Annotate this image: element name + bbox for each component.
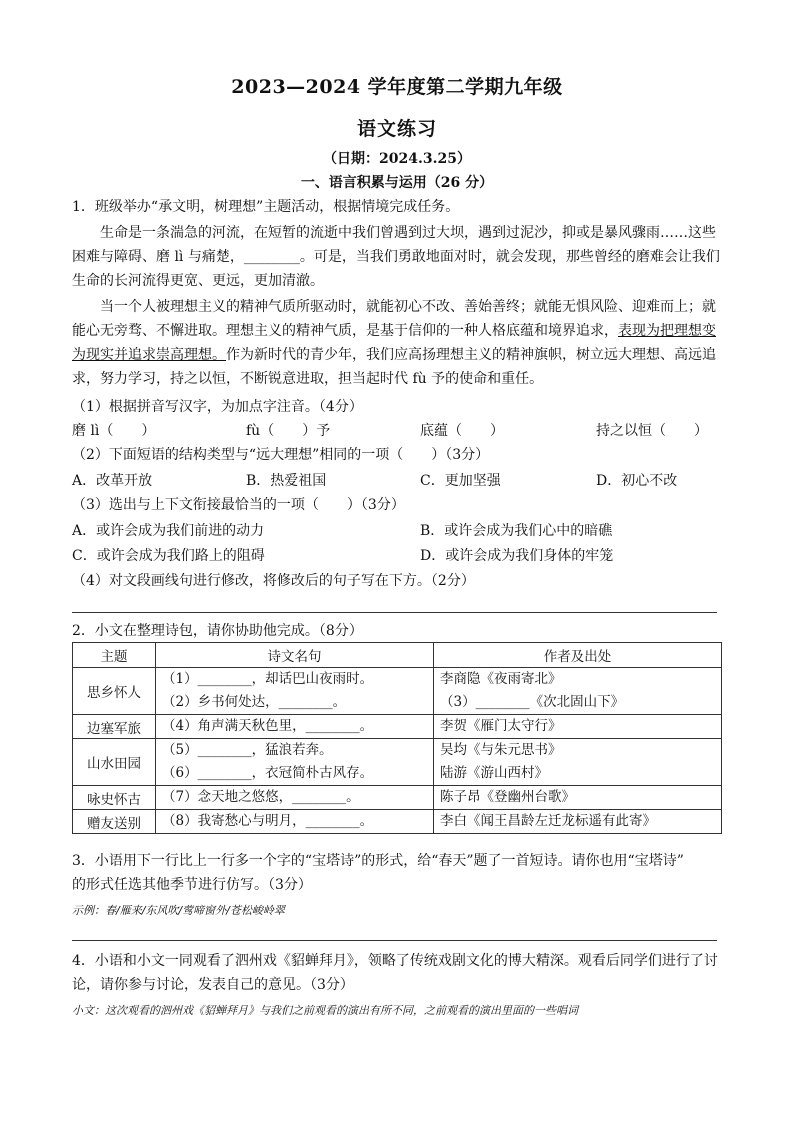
poem-source: 陆游《游山西村》 (440, 765, 548, 781)
q1-sub1-item[interactable]: fù（ ）予 (246, 423, 331, 439)
q3-prompt-line1: 3．小语用下一行比上一行多一个字的“宝塔诗”的形式，给“春天”题了一首短诗。请你也用“宝塔诗” (72, 853, 684, 869)
row-lines (156, 810, 434, 834)
q1-para2-line2-text: 能心无旁骛、不懈进取。理想主义的精神气质，是基于信仰的一种人格底蕴和境界追求， (72, 323, 618, 339)
q1-sub3-option[interactable]: B．或许会成为我们心中的暗礁 (420, 523, 613, 539)
poem-table (72, 642, 722, 834)
table-row (73, 786, 722, 810)
poem-line[interactable]: （1）________，却话巴山夜雨时。 (162, 671, 374, 687)
poem-source: 李商隐《夜雨寄北》 (440, 671, 562, 687)
poem-line[interactable]: （8）我寄愁心与明月，________。 (162, 813, 374, 829)
q1-sub2-option[interactable]: B．热爱祖国 (246, 473, 327, 489)
table-row (73, 715, 722, 739)
row-theme: 赠友送别 (73, 810, 156, 834)
exam-title: 2023—2024 学年度第二学期九年级 (231, 76, 563, 98)
answer-line[interactable] (72, 612, 717, 613)
q1-para2-line2 (72, 320, 716, 342)
q1-sub2-option[interactable]: D．初心不改 (596, 473, 678, 489)
q1-prompt: 1．班级举办“承文明，树理想”主题活动，根据情境完成任务。 (72, 199, 460, 215)
q1-para2-line4: 求，努力学习，持之以恒，不断锐意进取，担当起时代 fù 予的使命和重任。 (72, 371, 544, 387)
row-sources (434, 668, 722, 715)
poem-line[interactable]: （4）角声满天秋色里，________。 (162, 718, 374, 734)
row-lines (156, 668, 434, 715)
poem-line[interactable]: （6）________，衣冠简朴古风存。 (162, 765, 374, 781)
q1-sub3: （3）选出与上下文衔接最恰当的一项（ ）（3分） (72, 497, 405, 513)
poem-line[interactable]: （2）乡书何处达，________。 (162, 694, 347, 710)
row-sources (434, 715, 722, 739)
q1-sub3-option[interactable]: A．或许会成为我们前进的动力 (72, 523, 265, 539)
q1-sub1-item[interactable]: 持之以恒（ ） (596, 423, 708, 439)
q1-sub2-option[interactable]: C．更加坚强 (420, 473, 501, 489)
q3-prompt-line2: 的形式任选其他季节进行仿写。（3分） (72, 877, 312, 893)
q1-sub1: （1）根据拼音写汉字，为加点字注音。（4分） (72, 399, 363, 415)
section-heading: 一、语言积累与运用（26 分） (300, 175, 494, 191)
row-sources (434, 739, 722, 786)
q1-sub3-option[interactable]: D．或许会成为我们身体的牢笼 (420, 548, 614, 564)
exam-subtitle: 语文练习 (356, 118, 437, 140)
q1-sub2-option[interactable]: A．改革开放 (72, 473, 153, 489)
q1-sub1-item[interactable]: 磨 lì（ ） (72, 423, 156, 439)
q1-underlined-sentence-part1: 表现为把理想变 (618, 323, 716, 339)
exam-date: （日期：2024.3.25） (323, 151, 471, 167)
q1-para1-line1: 生命是一条湍急的河流，在短暂的流逝中我们曾遇到过大坝，遇到过泥沙，抑或是暴风骤雨……这些 (100, 225, 716, 241)
poem-source: 吴均《与朱元思书》 (440, 742, 562, 758)
q4-dialogue: 小文：这次观看的泗州戏《貂蝉拜月》与我们之前观看的演出有所不同，之前观看的演出里面的一些唱词 (72, 1004, 578, 1017)
header-source: 作者及出处 (434, 643, 722, 668)
q1-para2-line3 (72, 344, 716, 366)
q1-sub3-option[interactable]: C．或许会成为我们路上的阻碍 (72, 548, 265, 564)
poem-source: 李白《闻王昌龄左迁龙标遥有此寄》 (440, 813, 656, 829)
q1-para1-line3: 生命的长河流得更宽、更远，更加清澈。 (72, 273, 324, 289)
table-row (73, 739, 722, 786)
poem-line[interactable]: （7）念天地之悠悠，________。 (162, 789, 360, 805)
row-theme: 山水田园 (73, 739, 156, 786)
q1-para2-line1: 当一个人被理想主义的精神气质所驱动时，就能初心不改、善始善终；就能无惧风险、迎难而上；就 (100, 299, 716, 315)
q1-sub2: （2）下面短语的结构类型与“远大理想”相同的一项（ ）（3分） (72, 447, 490, 463)
q4-prompt-line2: 论，请你参与讨论，发表自己的意见。（3分） (72, 977, 354, 993)
q1-para2-line3-text: 作为新时代的青少年，我们应高扬理想主义的精神旗帜，树立远大理想、高远追 (226, 347, 716, 363)
poem-source[interactable]: （3）________《次北固山下》 (440, 694, 625, 710)
row-lines (156, 715, 434, 739)
header-lines: 诗文名句 (156, 643, 434, 668)
table-row (73, 810, 722, 834)
row-theme: 咏史怀古 (73, 786, 156, 810)
row-lines (156, 786, 434, 810)
row-theme: 边塞军旅 (73, 715, 156, 739)
q4-prompt-line1: 4．小语和小文一同观看了泗州戏《貂蝉拜月》，领略了传统戏剧文化的博大精深。观看后同学们进行了讨 (72, 953, 718, 969)
table-row (73, 668, 722, 715)
q1-underlined-sentence-part2: 为现实并追求崇高理想。 (72, 347, 226, 363)
poem-line[interactable]: （5）________，猛浪若奔。 (162, 742, 333, 758)
q2-prompt: 2．小文在整理诗包，请你协助他完成。（8分） (72, 623, 363, 639)
table-header-row (73, 643, 722, 668)
row-lines (156, 739, 434, 786)
q1-para1-line2: 困难与障碍、磨 lì 与痛楚，________。可是，当我们勇敢地面对时，就会发现，那些曾经的磨难会让我们 (72, 249, 720, 265)
row-sources (434, 786, 722, 810)
row-theme: 思乡怀人 (73, 668, 156, 715)
answer-line[interactable] (72, 940, 717, 941)
poem-source: 李贺《雁门太守行》 (440, 718, 562, 734)
q1-sub4: （4）对文段画线句进行修改，将修改后的句子写在下方。（2分） (72, 573, 475, 589)
q1-sub1-item[interactable]: 底蕴（ ） (420, 423, 504, 439)
row-sources (434, 810, 722, 834)
q3-example: 示例：春/雁来/东风吹/莺啼窗外/苍松峻岭翠 (72, 904, 285, 917)
poem-source: 陈子昂《登幽州台歌》 (440, 789, 575, 805)
header-theme: 主题 (73, 643, 156, 668)
